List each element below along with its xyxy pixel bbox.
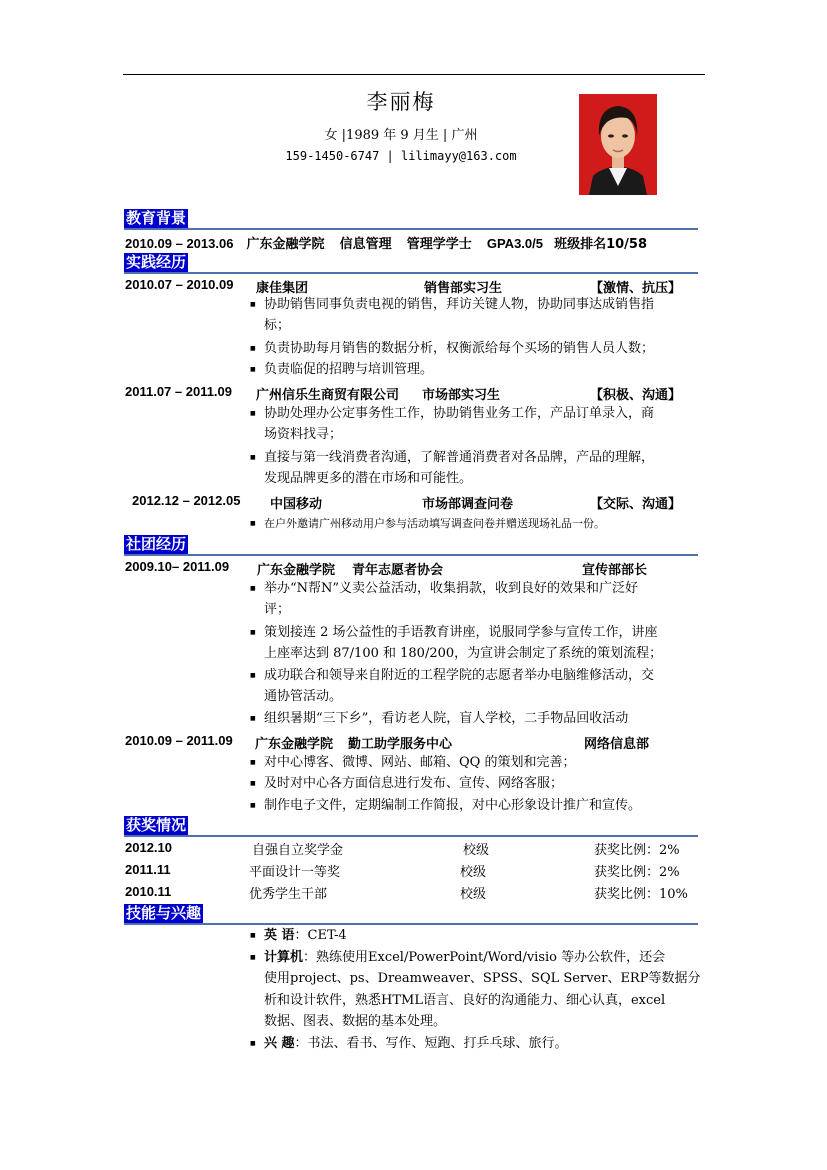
education-degree: 管理学学士: [406, 237, 472, 252]
skill-label-computer: 计算机: [264, 950, 304, 965]
practice-3-role: 市场部调查问卷: [422, 497, 514, 512]
section-title-club: 社团经历: [126, 535, 187, 553]
award-3-date: 2010.11: [125, 884, 172, 899]
club-2-org: 广东金融学院: [255, 737, 334, 752]
list-item-continuation: 通协管活动。: [264, 689, 343, 704]
section-title-skills: 技能与兴趣: [126, 904, 202, 922]
personal-info: 女 |1989 年 9 月生 | 广州: [324, 128, 478, 143]
section-rule: [124, 923, 698, 925]
award-2-date: 2011.11: [125, 862, 171, 877]
list-item-continuation: 场资料找寻；: [264, 427, 343, 442]
section-rule: [124, 554, 698, 556]
list-item-continuation: 评；: [264, 602, 291, 617]
section-title-education: 教育背景: [126, 209, 187, 227]
skill-label-english: 英 语: [264, 928, 295, 943]
award-3-name: 优秀学生干部: [249, 887, 328, 902]
club-2-date: 2010.09 – 2011.09: [125, 733, 233, 748]
practice-2-org: 广州信乐生商贸有限公司: [256, 388, 400, 403]
list-item-continuation: 析和设计软件，熟悉HTML语言、良好的沟通能力、细心认真，excel: [264, 993, 666, 1008]
profile-photo: [579, 94, 657, 195]
club-2-role: 网络信息部: [584, 737, 650, 752]
practice-3-date: 2012.12 – 2012.05: [132, 493, 241, 508]
practice-1-org: 康佳集团: [256, 281, 309, 296]
contact-info: 159-1450-6747 | lilimayy@163.com: [285, 149, 517, 163]
list-item-continuation: 发现品牌更多的潜在市场和可能性。: [264, 471, 473, 486]
section-title-practice: 实践经历: [126, 253, 187, 271]
section-rule: [124, 228, 698, 230]
candidate-name: 李丽梅: [366, 90, 436, 114]
section-title-awards: 获奖情况: [126, 816, 187, 834]
award-2-ratio: 获奖比例：2%: [594, 865, 680, 880]
practice-1-date: 2010.07 – 2010.09: [125, 277, 234, 292]
award-1-name: 自强自立奖学金: [252, 843, 344, 858]
education-date: 2010.09 – 2013.06: [125, 236, 234, 251]
practice-1-role: 销售部实习生: [424, 281, 503, 296]
education-major: 信息管理: [339, 237, 392, 252]
practice-2-role: 市场部实习生: [422, 388, 501, 403]
award-3-ratio: 获奖比例：10%: [594, 887, 688, 902]
list-item-continuation: 使用project、ps、Dreamweaver、SPSS、SQL Server、ERP等数据分: [264, 971, 701, 986]
top-rule: [123, 74, 705, 75]
practice-1-tag: 【激情、抗压】: [590, 281, 682, 296]
education-row: [125, 233, 647, 252]
practice-3-tag: 【交际、沟通】: [590, 497, 682, 512]
list-item-continuation: 数据、图表、数据的基本处理。: [264, 1014, 447, 1029]
education-school: 广东金融学院: [246, 237, 325, 252]
section-rule: [124, 835, 698, 837]
club-1-org: 广东金融学院: [257, 563, 336, 578]
skill-label-interest: 兴 趣: [264, 1036, 295, 1051]
education-rank: 班级排名10/58: [554, 237, 648, 252]
practice-2-tag: 【积极、沟通】: [590, 388, 682, 403]
award-1-ratio: 获奖比例：2%: [594, 843, 680, 858]
practice-3-org: 中国移动: [270, 497, 323, 512]
practice-2-date: 2011.07 – 2011.09: [125, 384, 233, 399]
education-gpa: GPA3.0/5: [486, 236, 543, 251]
list-item-continuation: 上座率达到 87/100 和 180/200，为宣讲会制定了系统的策划流程；: [264, 646, 663, 661]
club-1-role: 宣传部部长: [582, 563, 648, 578]
section-rule: [124, 272, 698, 274]
award-2-level: 校级: [460, 865, 487, 880]
award-1-level: 校级: [463, 843, 490, 858]
club-1-date: 2009.10– 2011.09: [125, 559, 230, 574]
list-item-continuation: 标；: [264, 318, 291, 333]
award-1-date: 2012.10: [125, 840, 172, 855]
award-2-name: 平面设计一等奖: [249, 865, 341, 880]
award-3-level: 校级: [460, 887, 487, 902]
club-1-sub: 青年志愿者协会: [352, 563, 444, 578]
club-2-sub: 勤工助学服务中心: [348, 737, 453, 752]
